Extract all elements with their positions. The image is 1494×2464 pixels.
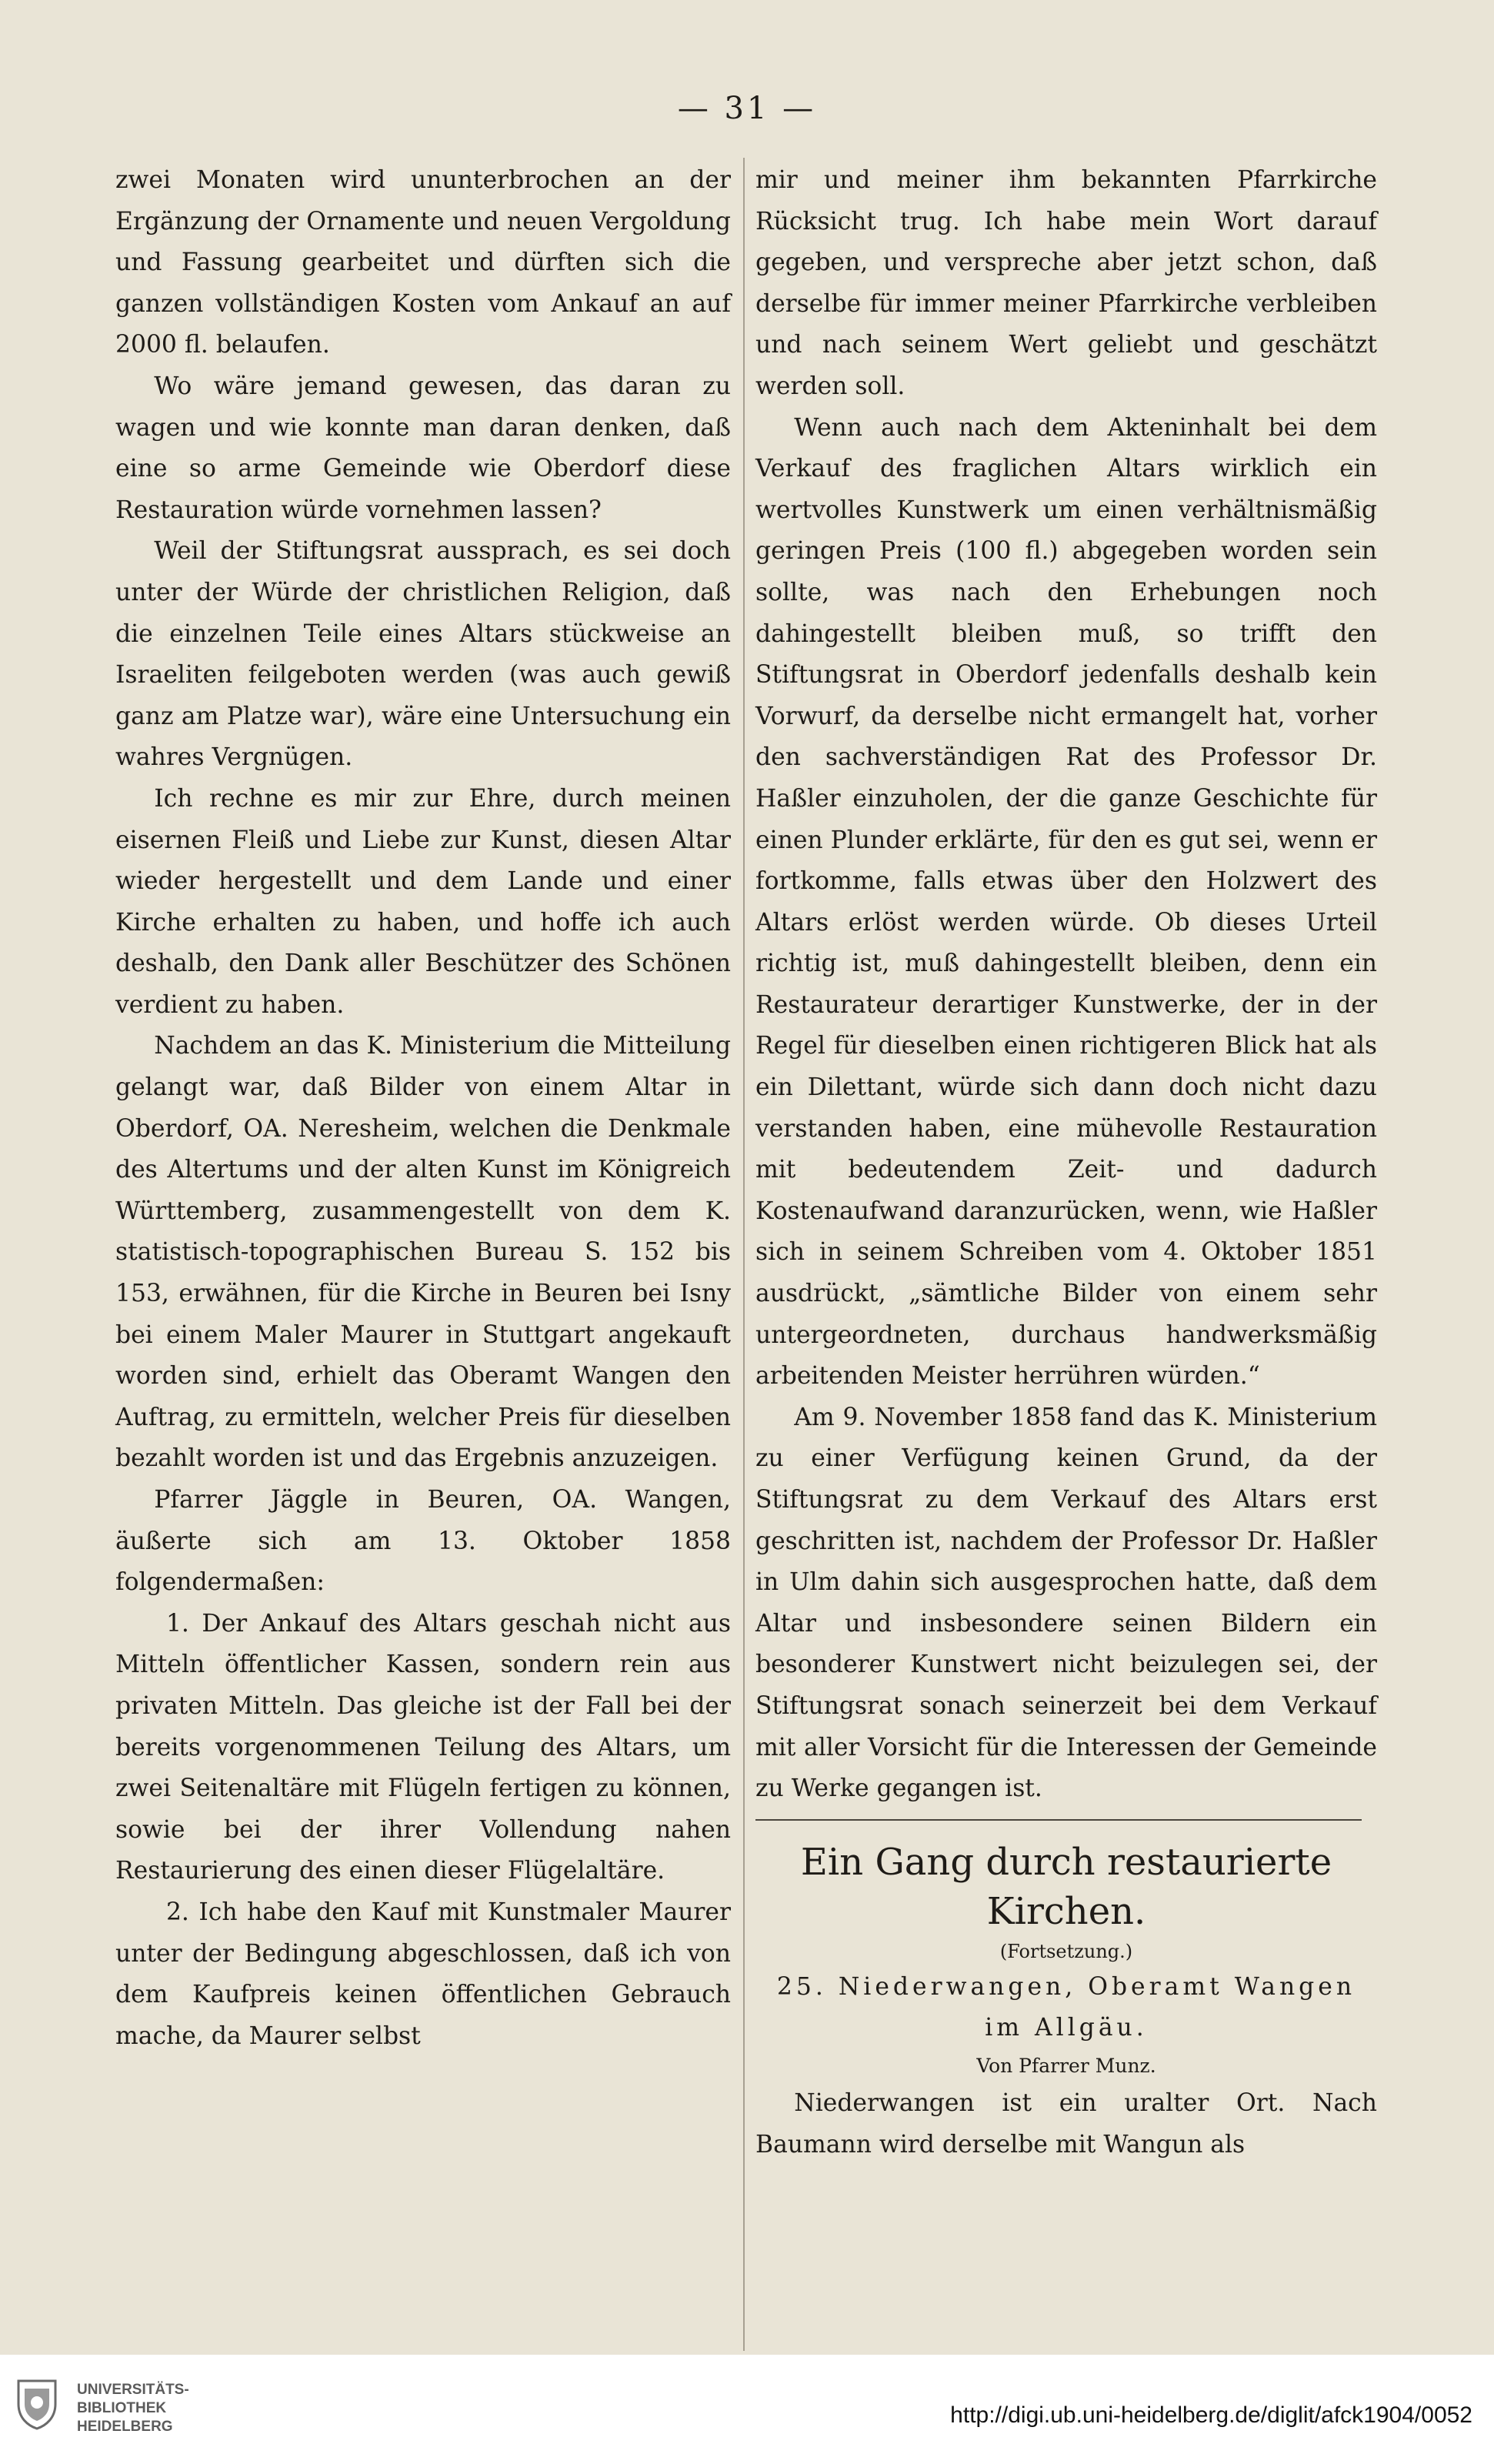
- left-paragraph: Nachdem an das K. Ministerium die Mitteilung gelangt war, daß Bilder von einem Altar in Oberdorf, OA. Neresheim, welchen die Denkmale des Altertums und der alten Kunst im Königreich Württemberg, zusammengestellt von dem K. statistisch-topographischen Bureau S. 152 bis 153, erwähnen, für die Kirche in Beuren bei Isny bei einem Maler Maurer in Stuttgart angekauft worden sind, erhielt das Oberamt Wangen den Auftrag, zu ermitteln, welcher Preis für dieselben bezahlt worden ist und das Ergebnis anzuzeigen.: [115, 1032, 731, 1473]
- left-paragraph: Pfarrer Jäggle in Beuren, OA. Wangen, äußerte sich am 13. Oktober 1858 folgendermaßen:: [115, 1486, 731, 1597]
- right-column: [755, 160, 1377, 2165]
- numbered-paragraph: 1. Der Ankauf des Altars geschah nicht aus Mitteln öffentlicher Kassen, sondern rein aus privaten Mitteln. Das gleiche ist der Fall bei der bereits vorgenommenen Teilung des Altars, um zwei Seitenaltäre mit Flügeln fertigen zu können, sowie bei der ihrer Vollendung nahen Restaurierung des einen dieser Flügelaltäre.: [115, 1609, 731, 1885]
- library-name-line: HEIDELBERG: [77, 2419, 173, 2435]
- library-name-line: BIBLIOTHEK: [77, 2400, 167, 2416]
- author-line: Von Pfarrer Munz.: [976, 2054, 1156, 2077]
- library-name-line: UNIVERSITÄTS-: [77, 2382, 189, 2398]
- column-divider: [743, 158, 745, 2351]
- library-name: [77, 2381, 189, 2436]
- section-title: Ein Gang durch restaurierte Kirchen.: [800, 1840, 1332, 1933]
- numbered-paragraph: 2. Ich habe den Kauf mit Kunstmaler Maurer unter der Bedingung abgeschlossen, daß ich von dem Kaufpreis keinen öffentlichen Gebrauch mache, da Maurer selbst: [115, 1898, 731, 2050]
- right-paragraph: mir und meiner ihm bekannten Pfarrkirche Rücksicht trug. Ich habe mein Wort darauf gegeben, und verspreche aber jetzt schon, daß derselbe für immer meiner Pfarrkirche verbleiben und nach seinem Wert geliebt und geschätzt werden soll.: [755, 166, 1377, 400]
- subsection-heading: 25. Niederwangen, Oberamt Wangen im Allgäu.: [776, 1972, 1356, 2042]
- section-body: Niederwangen ist ein uralter Ort. Nach Baumann wird derselbe mit Wangun als: [755, 2088, 1377, 2159]
- left-paragraph: Wo wäre jemand gewesen, das daran zu wagen und wie konnte man daran denken, daß eine so arme Gemeinde wie Oberdorf diese Restauration würde vornehmen lassen?: [115, 372, 731, 524]
- page-number: — 31 —: [677, 91, 817, 126]
- section-rule: [755, 1819, 1362, 1821]
- left-paragraph: Ich rechne es mir zur Ehre, durch meinen eisernen Fleiß und Liebe zur Kunst, diesen Altar wieder hergestellt und dem Lande und einer Kirche erhalten zu haben, und hoffe ich auch deshalb, den Dank aller Beschützer des Schönen verdient zu haben.: [115, 784, 731, 1019]
- continued-note: (Fortsetzung.): [999, 1940, 1133, 1962]
- footer-bar: [0, 2355, 1494, 2464]
- left-column: [115, 160, 731, 2057]
- left-paragraph: zwei Monaten wird ununterbrochen an der Ergänzung der Ornamente und neuen Vergoldung und Fassung gearbeitet und dürften sich die ganzen vollständigen Kosten vom Ankauf an auf 2000 fl. belaufen.: [115, 166, 731, 359]
- source-url-link[interactable]: http://digi.ub.uni-heidelberg.de/diglit/afck1904/0052: [950, 2402, 1472, 2428]
- left-paragraph: Weil der Stiftungsrat aussprach, es sei doch unter der Würde der christlichen Religion, daß die einzelnen Teile eines Altars stückweise an Israeliten feilgeboten werden (was auch gewiß ganz am Platze war), wäre eine Untersuchung ein wahres Vergnügen.: [115, 537, 731, 772]
- university-seal-icon: [14, 2376, 60, 2430]
- right-paragraph: Am 9. November 1858 fand das K. Ministerium zu einer Verfügung keinen Grund, da der Stiftungsrat zu dem Verkauf des Altars erst geschritten ist, nachdem der Professor Dr. Haßler in Ulm dahin sich ausgesprochen hatte, daß dem Altar und insbesondere seinen Bildern ein besonderer Kunstwert nicht beizulegen sei, der Stiftungsrat sonach seinerzeit bei dem Verkauf mit aller Vorsicht für die Interessen der Gemeinde zu Werke gegangen ist.: [755, 1403, 1377, 1803]
- right-paragraph: Wenn auch nach dem Akteninhalt bei dem Verkauf des fraglichen Altars wirklich ein wertvolles Kunstwerk um einen verhältnismäßig geringen Preis (100 fl.) abgegeben worden sein sollte, was nach den Erhebungen noch dahingestellt bleiben muß, so trifft den Stiftungsrat in Oberdorf jedenfalls deshalb kein Vorwurf, da derselbe nicht ermangelt hat, vorher den sachverständigen Rat des Professor Dr. Haßler einzuholen, der die ganze Geschichte für einen Plunder erklärte, für den es gut sei, wenn er fortkomme, falls etwas über den Holzwert des Altars erlöst werden würde. Ob dieses Urteil richtig ist, muß dahingestellt bleiben, denn ein Restaurateur derartiger Kunstwerke, der in der Regel für dieselben einen richtigeren Blick hat als ein Dilettant, würde sich dann doch nicht dazu verstanden haben, eine mühevolle Restauration mit bedeutendem Zeit- und dadurch Kostenaufwand daranzurücken, wenn, wie Haßler sich in seinem Schreiben vom 4. Oktober 1851 ausdrückt, „sämtliche Bilder von einem sehr untergeordneten, durchaus handwerksmäßig arbeitenden Meister herrühren würden.“: [755, 413, 1377, 1391]
